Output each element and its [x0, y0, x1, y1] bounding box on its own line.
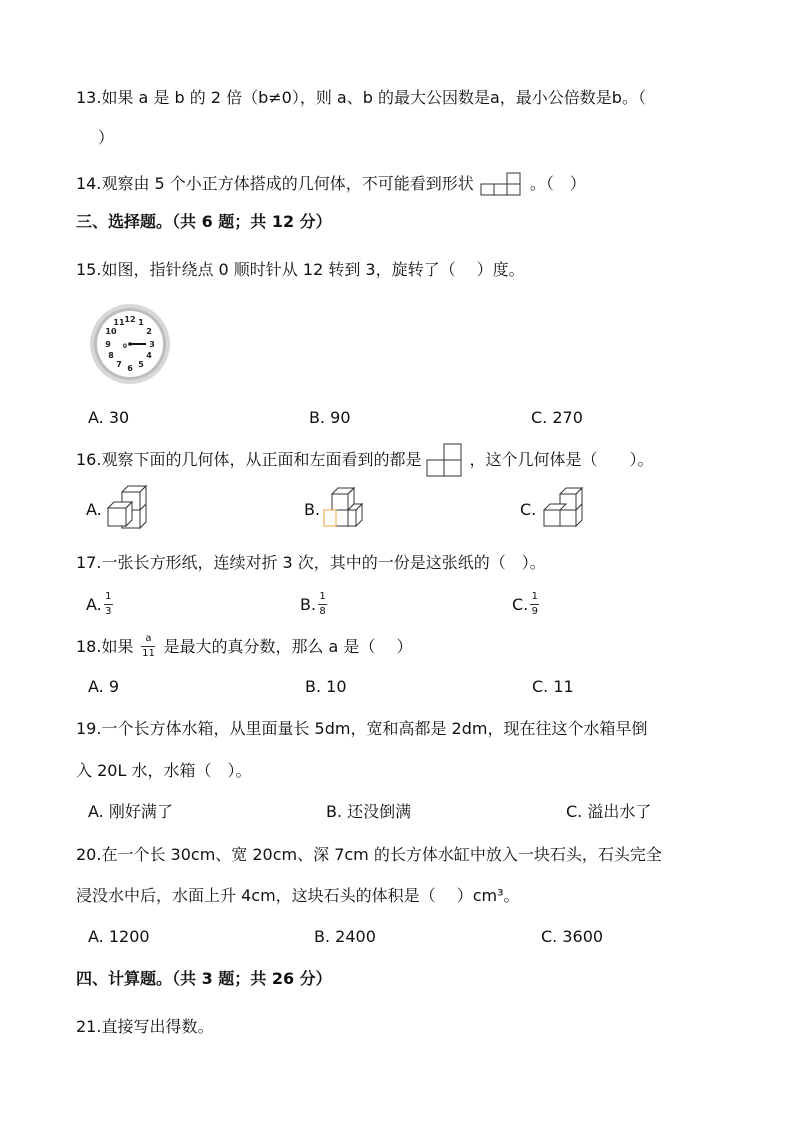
question-20-line1: 20.在一个长 30cm、宽 20cm、深 7cm 的长方体水缸中放入一块石头，石头完全 [76, 845, 662, 864]
question-14-text: 14.观察由 5 个小正方体搭成的几何体，不可能看到形状 [76, 174, 474, 193]
clock-num-12: 12 [124, 315, 136, 324]
clock-num-2: 2 [146, 327, 152, 336]
cube-stack-b-icon [320, 486, 366, 528]
q20-option-c[interactable]: C. 3600 [541, 927, 604, 946]
question-13-line2: ） [98, 128, 115, 147]
q19-option-c[interactable]: C. 溢出水了 [566, 802, 652, 821]
q16-option-a-label[interactable]: A. [86, 500, 102, 519]
question-16 [76, 442, 653, 478]
q20-option-b[interactable]: B. 2400 [314, 927, 376, 946]
clock-num-8: 8 [108, 351, 114, 360]
question-14 [76, 172, 586, 196]
cube-stack-c-icon [540, 486, 590, 530]
q19-option-b[interactable]: B. 还没倒满 [326, 802, 412, 821]
question-19-line2: 入 20L 水，水箱（ ）。 [76, 761, 252, 780]
clock-num-1: 1 [138, 318, 144, 327]
fraction-a-over-11: $\frac{a}{11}$ [142, 633, 155, 659]
question-16-text: 16.观察下面的几何体，从正面和左面看到的都是 [76, 450, 422, 469]
q17-option-b-prefix: B. [300, 594, 317, 614]
q17-option-b[interactable] [300, 592, 329, 617]
q16-option-b-label[interactable]: B. [304, 500, 321, 519]
q17-option-a-prefix: A. [86, 594, 102, 614]
fraction: $\frac{1}{8}$ [319, 591, 326, 617]
q17-option-c-prefix: C. [512, 594, 529, 614]
q18-option-a[interactable]: A. 9 [88, 677, 120, 696]
clock-image [88, 302, 172, 386]
question-14-paren: 。（ ） [529, 174, 586, 193]
q20-option-a[interactable]: A. 1200 [88, 927, 150, 946]
view-shape-icon [425, 442, 465, 478]
q17-option-c[interactable] [512, 592, 541, 617]
clock-num-11: 11 [113, 318, 125, 327]
cube-stack-a-icon [104, 484, 152, 530]
question-18 [76, 634, 413, 659]
clock-num-10: 10 [105, 327, 117, 336]
q15-option-c[interactable]: C. 270 [531, 408, 583, 427]
question-18-suffix: 是最大的真分数，那么 a 是（ ） [163, 636, 413, 656]
question-20-line2: 浸没水中后，水面上升 4cm，这块石头的体积是（ ）cm³。 [76, 886, 520, 905]
section-4-title: 四、计算题。（共 3 题；共 26 分） [76, 969, 332, 988]
question-17: 17.一张长方形纸，连续对折 3 次，其中的一份是这张纸的（ ）。 [76, 553, 546, 572]
clock-num-5: 5 [138, 360, 144, 369]
clock-center-label: 0 [122, 343, 128, 350]
q15-option-b[interactable]: B. 90 [309, 408, 351, 427]
question-21: 21.直接写出得数。 [76, 1017, 214, 1036]
clock-num-4: 4 [146, 351, 152, 360]
shape-three-squares-icon [480, 172, 524, 196]
q16-option-c-label[interactable]: C. [520, 500, 537, 519]
question-18-prefix: 18.如果 [76, 636, 134, 656]
clock-num-9: 9 [105, 340, 111, 349]
question-13-line1: 13.如果 a 是 b 的 2 倍（b≠0），则 a、b 的最大公因数是a，最小公倍数是b。（ [76, 88, 646, 107]
section-3-title: 三、选择题。（共 6 题；共 12 分） [76, 212, 332, 231]
question-15: 15.如图，指针绕点 0 顺时针从 12 转到 3，旋转了（ ）度。 [76, 260, 525, 279]
q18-option-b[interactable]: B. 10 [305, 677, 347, 696]
q18-option-c[interactable]: C. 11 [532, 677, 574, 696]
clock-num-3: 3 [149, 340, 155, 349]
question-19-line1: 19.一个长方体水箱，从里面量长 5dm，宽和高都是 2dm，现在往这个水箱早倒 [76, 719, 648, 738]
question-16-paren: ，这个几何体是（ ）。 [469, 450, 654, 469]
fraction: $\frac{1}{3}$ [105, 591, 112, 617]
clock-num-6: 6 [127, 364, 133, 373]
q17-option-a[interactable] [86, 592, 115, 617]
fraction: $\frac{1}{9}$ [531, 591, 538, 617]
q15-option-a[interactable]: A. 30 [88, 408, 130, 427]
clock-num-7: 7 [116, 360, 122, 369]
q19-option-a[interactable]: A. 刚好满了 [88, 802, 173, 821]
